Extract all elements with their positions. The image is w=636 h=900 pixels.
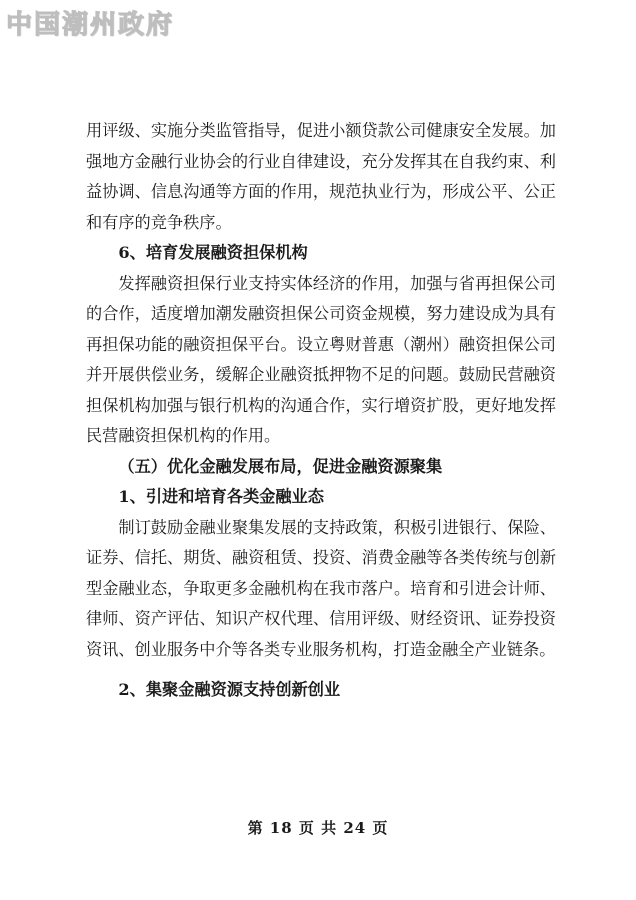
paragraph-1: 用评级、实施分类监管指导，促进小额贷款公司健康安全发展。加强地方金融行业协会的行业自律建设，充分发挥其在自我约束、利益协调、信息沟通等方面的作用，规范执业行为，形成公平、公正和有序的竞争秩序。 [86, 121, 556, 232]
watermark-logo: 中国潮州政府 [6, 10, 175, 40]
paragraph-2: 发挥融资担保行业支持实体经济的作用，加强与省再担保公司的合作，适度增加潮发融资担保公司资金规模，努力建设成为具有再担保功能的融资担保平台。设立粤财普惠（潮州）融资担保公司并开展供偿业务，缓解企业融资抵押物不足的问题。鼓励民营融资担保机构加强与银行机构的沟通合作，实行增资扩股，更好地发挥民营融资担保机构的作用。 [86, 273, 556, 445]
paragraph-3: 制订鼓励金融业聚集发展的支持政策，积极引进银行、保险、证券、信托、期货、融资租赁、投资、消费金融等各类传统与创新型金融业态，争取更多金融机构在我市落户。培育和引进会计师、律师、资产评估、知识产权代理、信用评级、财经资讯、证券投资资讯、创业服务中介等各类专业服务机构，打造金融全产业链条。 [86, 517, 556, 659]
section-heading-5: （五）优化金融发展布局，促进金融资源聚集 [118, 456, 443, 476]
document-body [86, 116, 556, 706]
page-number: 第 18 页 共 24 页 [247, 819, 389, 837]
section-heading-2: 2、集聚金融资源支持创新创业 [118, 680, 341, 699]
section-heading-6: 6、培育发展融资担保机构 [118, 243, 308, 262]
section-heading-1: 1、引进和培育各类金融业态 [118, 487, 324, 506]
